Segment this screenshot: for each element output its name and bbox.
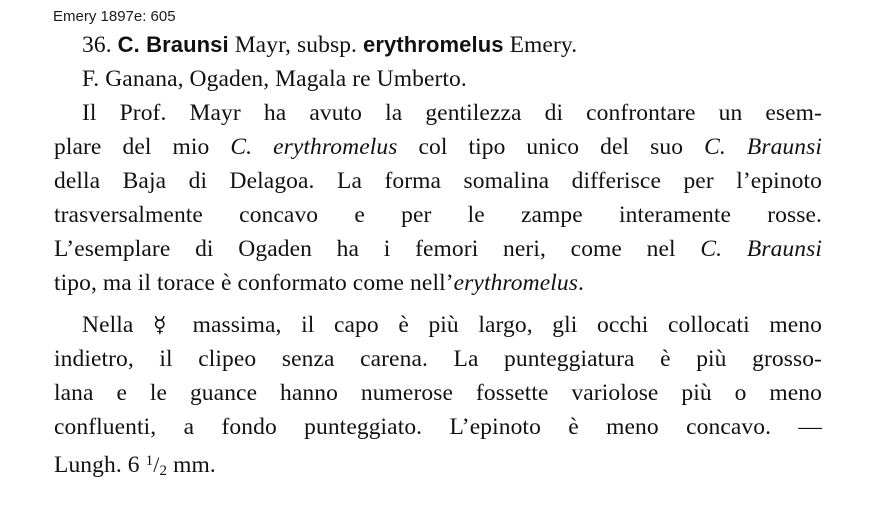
paragraph-1-line-5: L’esemplare di Ogaden ha i femori neri, come nel C. Braunsi (54, 236, 822, 262)
fraction-slash: / (153, 452, 160, 477)
paragraph-1-line-2: plare del mio C. erythromelus col tipo unico del suo C. Braunsi (54, 134, 822, 160)
taxon-name: erythromelus (453, 270, 578, 296)
paragraph-gap (54, 300, 822, 308)
taxon-name: C. erythromelus (230, 134, 398, 160)
species-heading (54, 28, 822, 62)
species-number: 36. (82, 32, 112, 58)
species-name: C. Braunsi (117, 32, 229, 57)
paragraph-1-line-4: trasversalmente concavo e per le zampe interamente rosse. (54, 202, 822, 228)
paragraph-2-line-5: Lungh. 6 $^1$/2 mm. (54, 452, 216, 479)
taxon-name: C. Braunsi (700, 236, 822, 262)
species-author: Mayr, subsp. (234, 32, 358, 58)
document-body (54, 28, 822, 478)
locality-line: F. Ganana, Ogaden, Magala re Umberto. (82, 66, 467, 92)
paragraph-1-line-1: Il Prof. Mayr ha avuto la gentilezza di confrontare un esem- (82, 100, 822, 126)
subspecies-author: Emery. (509, 32, 578, 58)
fraction-denominator: 2 (159, 463, 168, 479)
paragraph-1-line-3: della Baja di Delagoa. La forma somalina differisce per l’epinoto (54, 168, 822, 194)
fraction-numerator: 1 (145, 453, 154, 469)
worker-symbol-icon: ☿ (153, 313, 167, 338)
paragraph-1-line-6: tipo, ma il torace è conformato come nell’erythromelus. (54, 270, 584, 296)
source-citation: Emery 1897e: 605 (53, 8, 176, 25)
paragraph-2-line-3: lana e le guance hanno numerose fossette variolose più o meno (54, 380, 822, 406)
paragraph-2-line-1: Nella ☿ massima, il capo è più largo, gli occhi collocati meno (54, 308, 822, 342)
paragraph-2-line-4: confluenti, a fondo punteggiato. L’epinoto è meno concavo. — (54, 414, 822, 440)
paragraph-2-line-2: indietro, il clipeo senza carena. La punteggiatura è più grosso- (54, 346, 822, 372)
taxon-name: C. Braunsi (704, 134, 822, 160)
subspecies-name: erythromelus (363, 32, 504, 57)
